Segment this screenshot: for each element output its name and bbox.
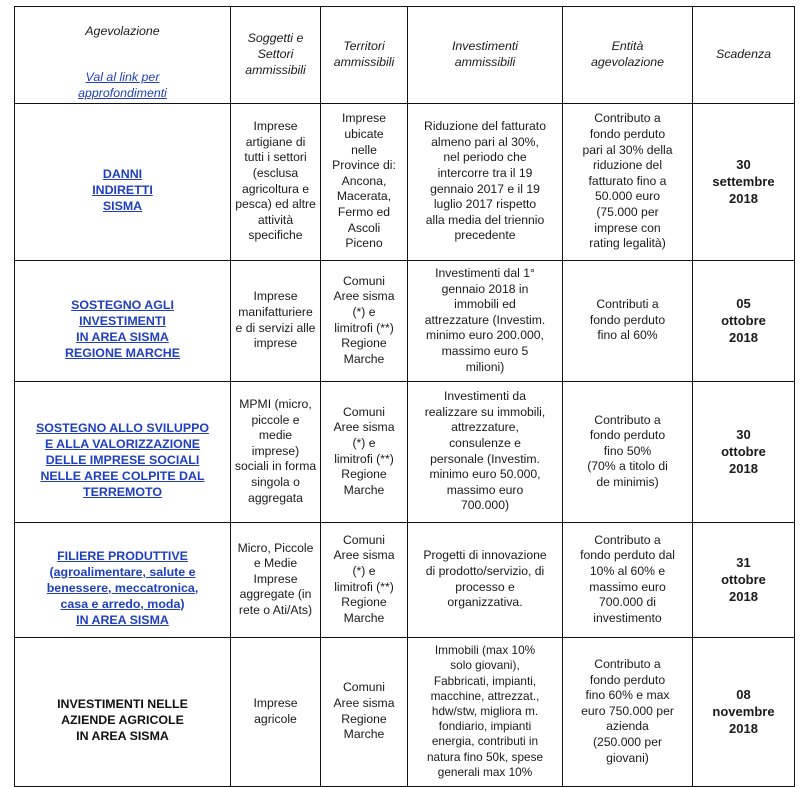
territori-cell: Comuni Aree sisma (*) e limitrofi (**) Regione Marche (321, 522, 408, 637)
agevolazione-cell (15, 522, 231, 637)
header-link-hint[interactable]: Val al link per approfondimenti (78, 70, 167, 100)
scadenza-cell: 05 ottobre 2018 (693, 260, 795, 381)
entita-cell: Contributo a fondo perduto fino 50% (70% a titolo di de minimis) (563, 381, 693, 522)
agevolazione-cell (15, 637, 231, 786)
investimenti-cell: Investimenti dal 1° gennaio 2018 in immobili ed attrezzature (Investim. minimo euro 200.000, massimo euro 5 milioni) (408, 260, 563, 381)
header-row (15, 7, 795, 104)
agevolazione-cell (15, 381, 231, 522)
table-row (15, 637, 795, 786)
agevolazione-link-danni-indiretti-sisma[interactable]: DANNI INDIRETTI SISMA (92, 166, 153, 213)
header-territori: Territori ammissibili (321, 7, 408, 104)
agevolazione-link-imprese-sociali[interactable]: SOSTEGNO ALLO SVILUPPO E ALLA VALORIZZAZIONE DELLE IMPRESE SOCIALI NELLE AREE COLPITE DAL TERREMOTO (35, 420, 210, 499)
entita-cell: Contributo a fondo perduto dal 10% al 60% e massimo euro 700.000 di investimento (563, 522, 693, 637)
scadenza-cell: 30 ottobre 2018 (693, 381, 795, 522)
agevolazione-link-sostegno-investimenti[interactable]: SOSTEGNO AGLI INVESTIMENTI IN AREA SISMA REGIONE MARCHE (65, 297, 180, 360)
header-entita: Entità agevolazione (563, 7, 693, 104)
territori-cell: Comuni Aree sisma (*) e limitrofi (**) Regione Marche (321, 381, 408, 522)
investimenti-cell: Riduzione del fatturato almeno pari al 30%, nel periodo che intercorre tra il 19 gennaio 2017 e il 19 luglio 2017 rispetto alla media del triennio precedente (408, 103, 563, 260)
table-row (15, 103, 795, 260)
investimenti-cell: Immobili (max 10% solo giovani), Fabbricati, impianti, macchine, attrezzat., hdw/stw, migliora m. fondiario, impianti energia, contributi in natura fino 50k, spese generali max 10% (408, 637, 563, 786)
scadenza-cell: 31 ottobre 2018 (693, 522, 795, 637)
table-row (15, 381, 795, 522)
table-row (15, 522, 795, 637)
territori-cell: Imprese ubicate nelle Province di: Ancona, Macerata, Fermo ed Ascoli Piceno (321, 103, 408, 260)
investimenti-cell: Progetti di innovazione di prodotto/servizio, di processo e organizzativa. (408, 522, 563, 637)
soggetti-cell: Micro, Piccole e Medie Imprese aggregate (in rete o Ati/Ats) (231, 522, 321, 637)
agevolazione-cell (15, 260, 231, 381)
agevolazione-link-filiere-produttive[interactable]: FILIERE PRODUTTIVE (57, 548, 188, 563)
agevolazione-link-filiere-settori[interactable]: (agroalimentare, salute e benessere, meccatronica, casa e arredo, moda) IN AREA SISMA (46, 564, 199, 627)
soggetti-cell: Imprese agricole (231, 637, 321, 786)
entita-cell: Contributo a fondo perduto fino 60% e max euro 750.000 per azienda (250.000 per giovani) (563, 637, 693, 786)
agevolazioni-table (14, 6, 795, 787)
agevolazione-cell (15, 103, 231, 260)
header-soggetti: Soggetti e Settori ammissibili (231, 7, 321, 104)
soggetti-cell: Imprese manifatturiere e di servizi alle imprese (231, 260, 321, 381)
scadenza-cell: 30 settembre 2018 (693, 103, 795, 260)
agevolazione-label-aziende-agricole: INVESTIMENTI NELLE AZIENDE AGRICOLE IN AREA SISMA (57, 696, 188, 743)
investimenti-cell: Investimenti da realizzare su immobili, attrezzature, consulenze e personale (Investim. minimo euro 50.000, massimo euro 700.000) (408, 381, 563, 522)
header-scadenza: Scadenza (693, 7, 795, 104)
header-agevolazione (15, 7, 231, 104)
header-investimenti: Investimenti ammissibili (408, 7, 563, 104)
territori-cell: Comuni Aree sisma (*) e limitrofi (**) Regione Marche (321, 260, 408, 381)
soggetti-cell: Imprese artigiane di tutti i settori (esclusa agricoltura e pesca) ed altre attività specifiche (231, 103, 321, 260)
entita-cell: Contributo a fondo perduto pari al 30% della riduzione del fatturato fino a 50.000 euro (75.000 per imprese con rating legalità) (563, 103, 693, 260)
scadenza-cell: 08 novembre 2018 (693, 637, 795, 786)
soggetti-cell: MPMI (micro, piccole e medie imprese) sociali in forma singola o aggregata (231, 381, 321, 522)
territori-cell: Comuni Aree sisma Regione Marche (321, 637, 408, 786)
header-agevolazione-label: Agevolazione (85, 23, 160, 38)
table-row (15, 260, 795, 381)
entita-cell: Contributi a fondo perduto fino al 60% (563, 260, 693, 381)
